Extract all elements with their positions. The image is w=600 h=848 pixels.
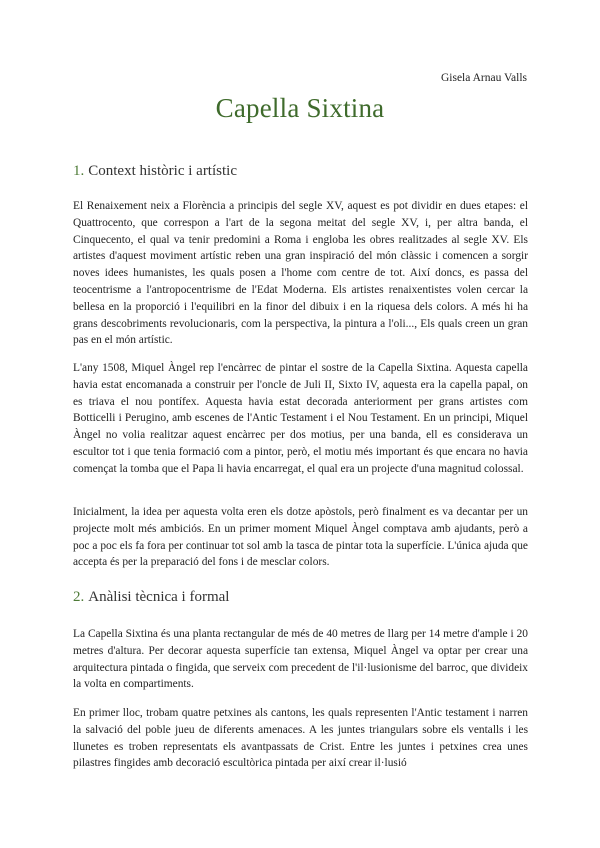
section-number: 1.	[73, 163, 85, 179]
paragraph: El Renaixement neix a Florència a principis del segle XV, aquest es pot dividir en dues etapes: el Quattrocento, que correspon a l'art de la segona meitat del segle XV, i, per altra banda, el Cinquecento, el qual va tenir predomini a Roma i engloba les obres realitzades al segle XV. Els artistes d'aquest moviment artístic reben una gran inspiració del món clàssic i comencen a sorgir noves idees humanistes, les quals posen a l'home com centre de tot. Així doncs, es passa del teocentrisme a l'antropocentrisme de l'Edat Moderna. Els artistes renaixentistes volen cercar la bellesa en la proporció i l'equilibri en la finor del dibuix i en la riquesa dels colors. A més hi ha grans descobriments revolucionaris, com la perspectiva, la pintura a l'oli..., Els quals creen un gran pas en el món artístic.	[73, 200, 528, 347]
section-heading-text: Anàlisi tècnica i formal	[88, 589, 230, 605]
section-heading-analysis	[73, 589, 229, 606]
document-title: Capella Sixtina	[215, 93, 385, 123]
author-name: Gisela Arnau Valls	[440, 72, 527, 84]
section-number: 2.	[73, 589, 85, 605]
paragraph: L'any 1508, Miquel Àngel rep l'encàrrec de pintar el sostre de la Capella Sixtina. Aquesta capella havia estat encomanada a construir per l'oncle de Juli II, Sixto IV, aquesta era la capella papal, on es triava el nou pontífex. Aquesta havia estat decorada anteriorment per grans artistes com Botticelli i Perugino, amb escenes de l'Antic Testament i el Nou Testament. En un principi, Miquel Àngel no volia realitzar aquest encàrrec per dos motius, per una banda, ell es considerava un escultor tot i que tenia formació com a pintor, però, el motiu més important és que encara no havia començat la tomba que el Papa li havia encarregat, el qual era un projecte d'una magnitud colossal.	[73, 362, 528, 475]
paragraph: La Capella Sixtina és una planta rectangular de més de 40 metres de llarg per 14 metre d'ample i 20 metres d'altura. Per decorar aquesta superfície tan extensa, Miquel Àngel va optar per crear una arquitectura pintada o fingida, que serveix com precedent de l'il·lusionisme del barroc, que divideix la volta en compartiments.	[73, 628, 528, 691]
paragraph: En primer lloc, trobam quatre petxines als cantons, les quals representen l'Antic testament i narren la salvació del poble jueu de diferents amenaces. A les juntes triangulars sobre els ventalls i les llunetes es troben representats els avantpassats de Crist. Entre les juntes i petxines crea unes pilastres fingides amb decoració escultòrica pintada per així crear il·lusió	[73, 707, 528, 770]
section-heading-text: Context històric i artístic	[88, 163, 237, 179]
section-heading-context	[73, 163, 237, 180]
paragraph: Inicialment, la idea per aquesta volta eren els dotze apòstols, però finalment es va decantar per un projecte molt més ambiciós. En un primer moment Miquel Àngel comptava amb ajudants, però a poc a poc els fa fora per continuar tot sol amb la tasca de pintar tota la superfície. L'única ajuda que accepta és per la preparació del fons i de mesclar colors.	[73, 506, 528, 569]
